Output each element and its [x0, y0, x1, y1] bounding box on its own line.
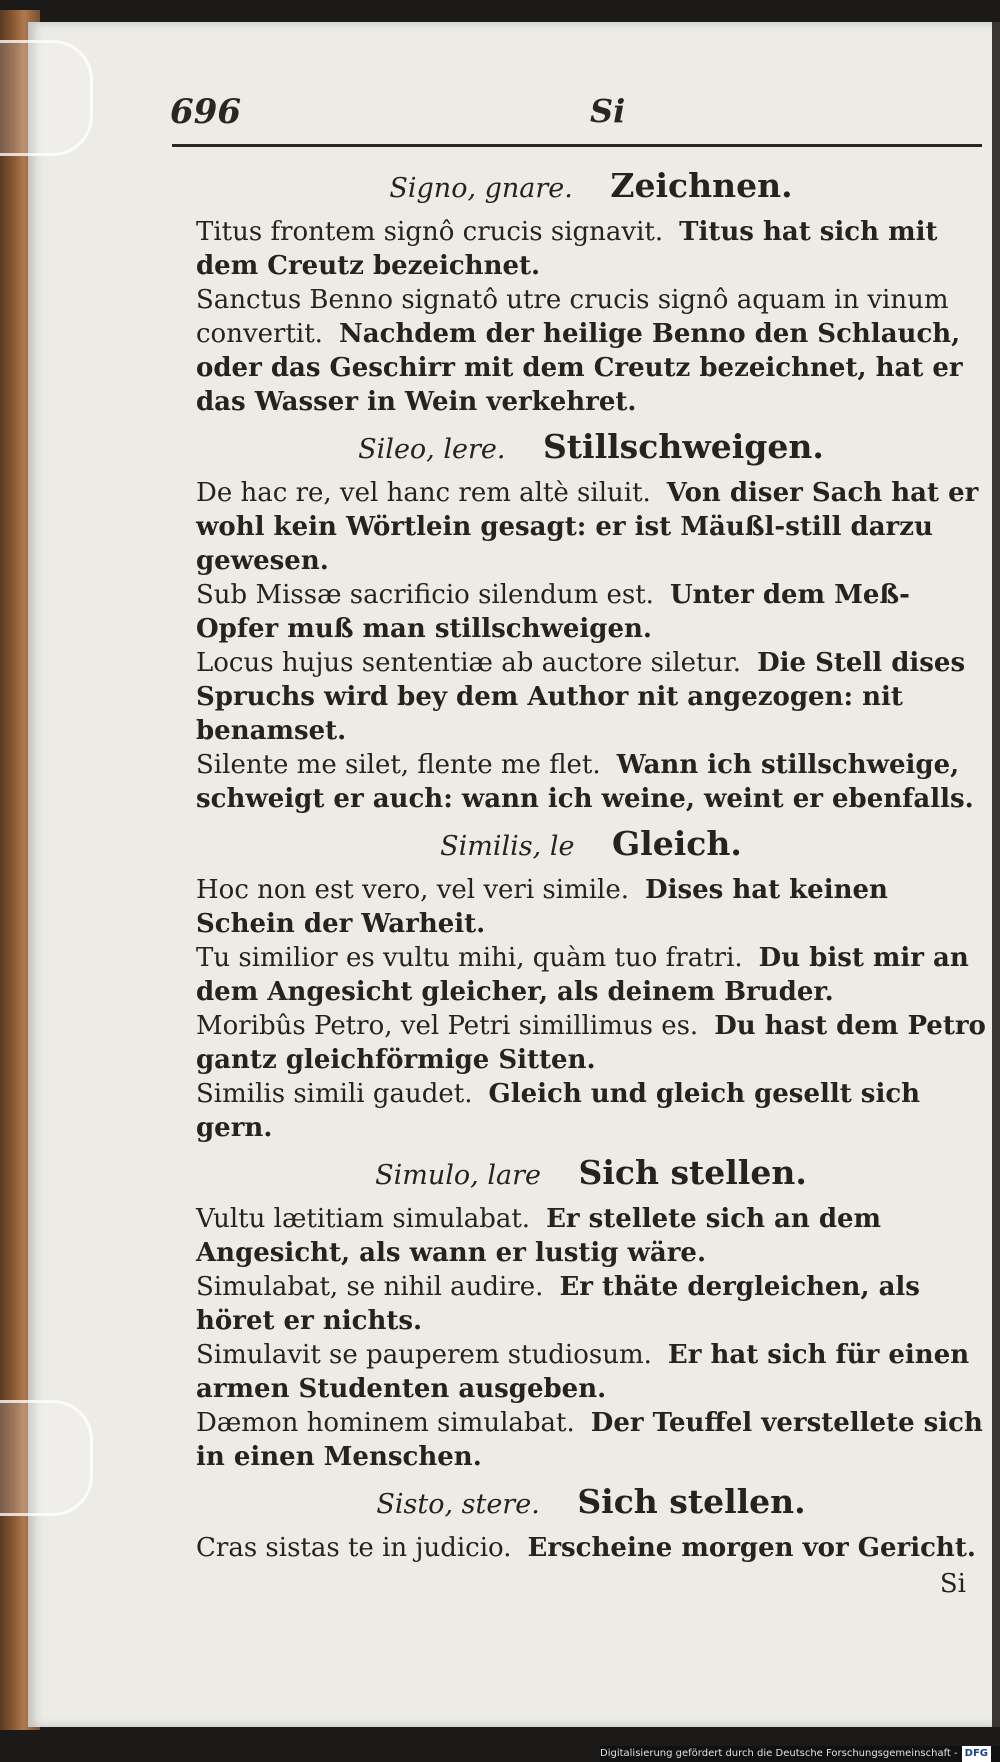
example-sentence — [196, 578, 986, 646]
example-sentence — [196, 941, 986, 1009]
example-sentence — [196, 1531, 986, 1565]
heading-latin: Sileo, lere. — [358, 434, 506, 465]
page-right-edge — [992, 22, 1000, 1727]
entry-heading — [196, 1151, 986, 1198]
example-sentence — [196, 646, 986, 748]
german-text: Du hast dem Petro gantz gleichförmige Sitten. — [196, 1011, 986, 1075]
entry-heading — [196, 1480, 986, 1527]
heading-latin: Sisto, stere. — [376, 1489, 540, 1520]
german-text: Du bist mir an dem Angesicht gleicher, als deinem Bruder. — [196, 943, 969, 1007]
running-head: Si — [590, 92, 626, 130]
example-sentence — [196, 1270, 986, 1338]
heading-german: Stillschweigen. — [542, 427, 824, 466]
entry-heading — [196, 822, 986, 869]
footer-text: Digitalisierung gefördert durch die Deutsche Forschungsgemeinschaft - — [600, 1748, 958, 1759]
latin-text: Moribûs Petro, vel Petri simillimus es. — [196, 1011, 699, 1041]
example-sentence — [196, 1077, 986, 1145]
latin-text: Tu similior es vultu mihi, quàm tuo fratri. — [196, 943, 743, 973]
latin-text: Vultu lætitiam simulabat. — [196, 1204, 531, 1234]
page-header — [170, 92, 990, 142]
example-sentence — [196, 1202, 986, 1270]
page-number: 696 — [170, 92, 241, 132]
latin-text: Simulavit se pauperem studiosum. — [196, 1340, 652, 1370]
example-sentence — [196, 1406, 986, 1474]
latin-text: Titus frontem signô crucis signavit. — [196, 217, 664, 247]
latin-text: Sanctus Benno signatô utre crucis signô aquam in vinum convertit. — [196, 285, 949, 349]
example-sentence — [196, 748, 986, 816]
german-text: Dises hat keinen Schein der Warheit. — [196, 875, 888, 939]
heading-latin: Signo, gnare. — [389, 173, 573, 204]
german-text: Wann ich stillschweige, schweigt er auch: wann ich weine, weint er ebenfalls. — [196, 750, 974, 814]
dictionary-text — [196, 158, 986, 1601]
latin-text: De hac re, vel hanc rem altè siluit. — [196, 478, 651, 508]
latin-text: Sub Missæ sacrificio silendum est. — [196, 580, 654, 610]
german-text: Unter dem Meß-Opfer muß man stillschweigen. — [196, 580, 910, 644]
latin-text: Silente me silet, flente me flet. — [196, 750, 601, 780]
german-text: Er hat sich für einen armen Studenten ausgeben. — [196, 1340, 970, 1404]
latin-text: Cras sistas te in judicio. — [196, 1533, 512, 1563]
entry-heading — [196, 164, 986, 211]
german-text: Von diser Sach hat er wohl kein Wörtlein gesagt: er ist Mäußl-still darzu gewesen. — [196, 478, 979, 576]
latin-text: Hoc non est vero, vel veri simile. — [196, 875, 630, 905]
catchword: Si — [939, 1569, 966, 1599]
german-text: Er thäte dergleichen, als höret er nichts. — [196, 1272, 920, 1336]
german-text: Er stellete sich an dem Angesicht, als wann er lustig wäre. — [196, 1204, 882, 1268]
example-sentence — [196, 283, 986, 419]
example-sentence — [196, 215, 986, 283]
heading-german: Zeichnen. — [610, 166, 793, 205]
entry-heading — [196, 425, 986, 472]
heading-german: Sich stellen. — [578, 1153, 807, 1192]
heading-german: Sich stellen. — [577, 1482, 806, 1521]
german-text: Nachdem der heilige Benno den Schlauch, oder das Geschirr mit dem Creutz bezeichnet, hat er das Wasser in Wein verkehret. — [196, 319, 963, 417]
latin-text: Dæmon hominem simulabat. — [196, 1408, 575, 1438]
example-sentence — [196, 873, 986, 941]
german-text: Titus hat sich mit dem Creutz bezeichnet. — [196, 217, 938, 281]
latin-text: Similis simili gaudet. — [196, 1079, 473, 1109]
example-sentence — [196, 1009, 986, 1077]
latin-text: Locus hujus sententiæ ab auctore siletur. — [196, 648, 742, 678]
page-clip-top — [0, 40, 93, 156]
page-clip-bottom — [0, 1400, 93, 1516]
german-text: Erscheine morgen vor Gericht. — [527, 1533, 976, 1563]
latin-text: Simulabat, se nihil audire. — [196, 1272, 544, 1302]
dfg-logo: DFG — [962, 1746, 991, 1762]
example-sentence — [196, 476, 986, 578]
german-text: Der Teuffel verstellete sich in einen Menschen. — [196, 1408, 983, 1472]
heading-latin: Similis, le — [440, 831, 575, 862]
german-text: Gleich und gleich gesellt sich gern. — [196, 1079, 921, 1143]
heading-german: Gleich. — [612, 824, 742, 863]
heading-latin: Simulo, lare — [375, 1160, 541, 1191]
example-sentence — [196, 1338, 986, 1406]
german-text: Die Stell dises Spruchs wird bey dem Author nit angezogen: nit benamset. — [196, 648, 966, 746]
digitization-footer — [600, 1746, 1000, 1762]
header-rule — [172, 144, 982, 147]
